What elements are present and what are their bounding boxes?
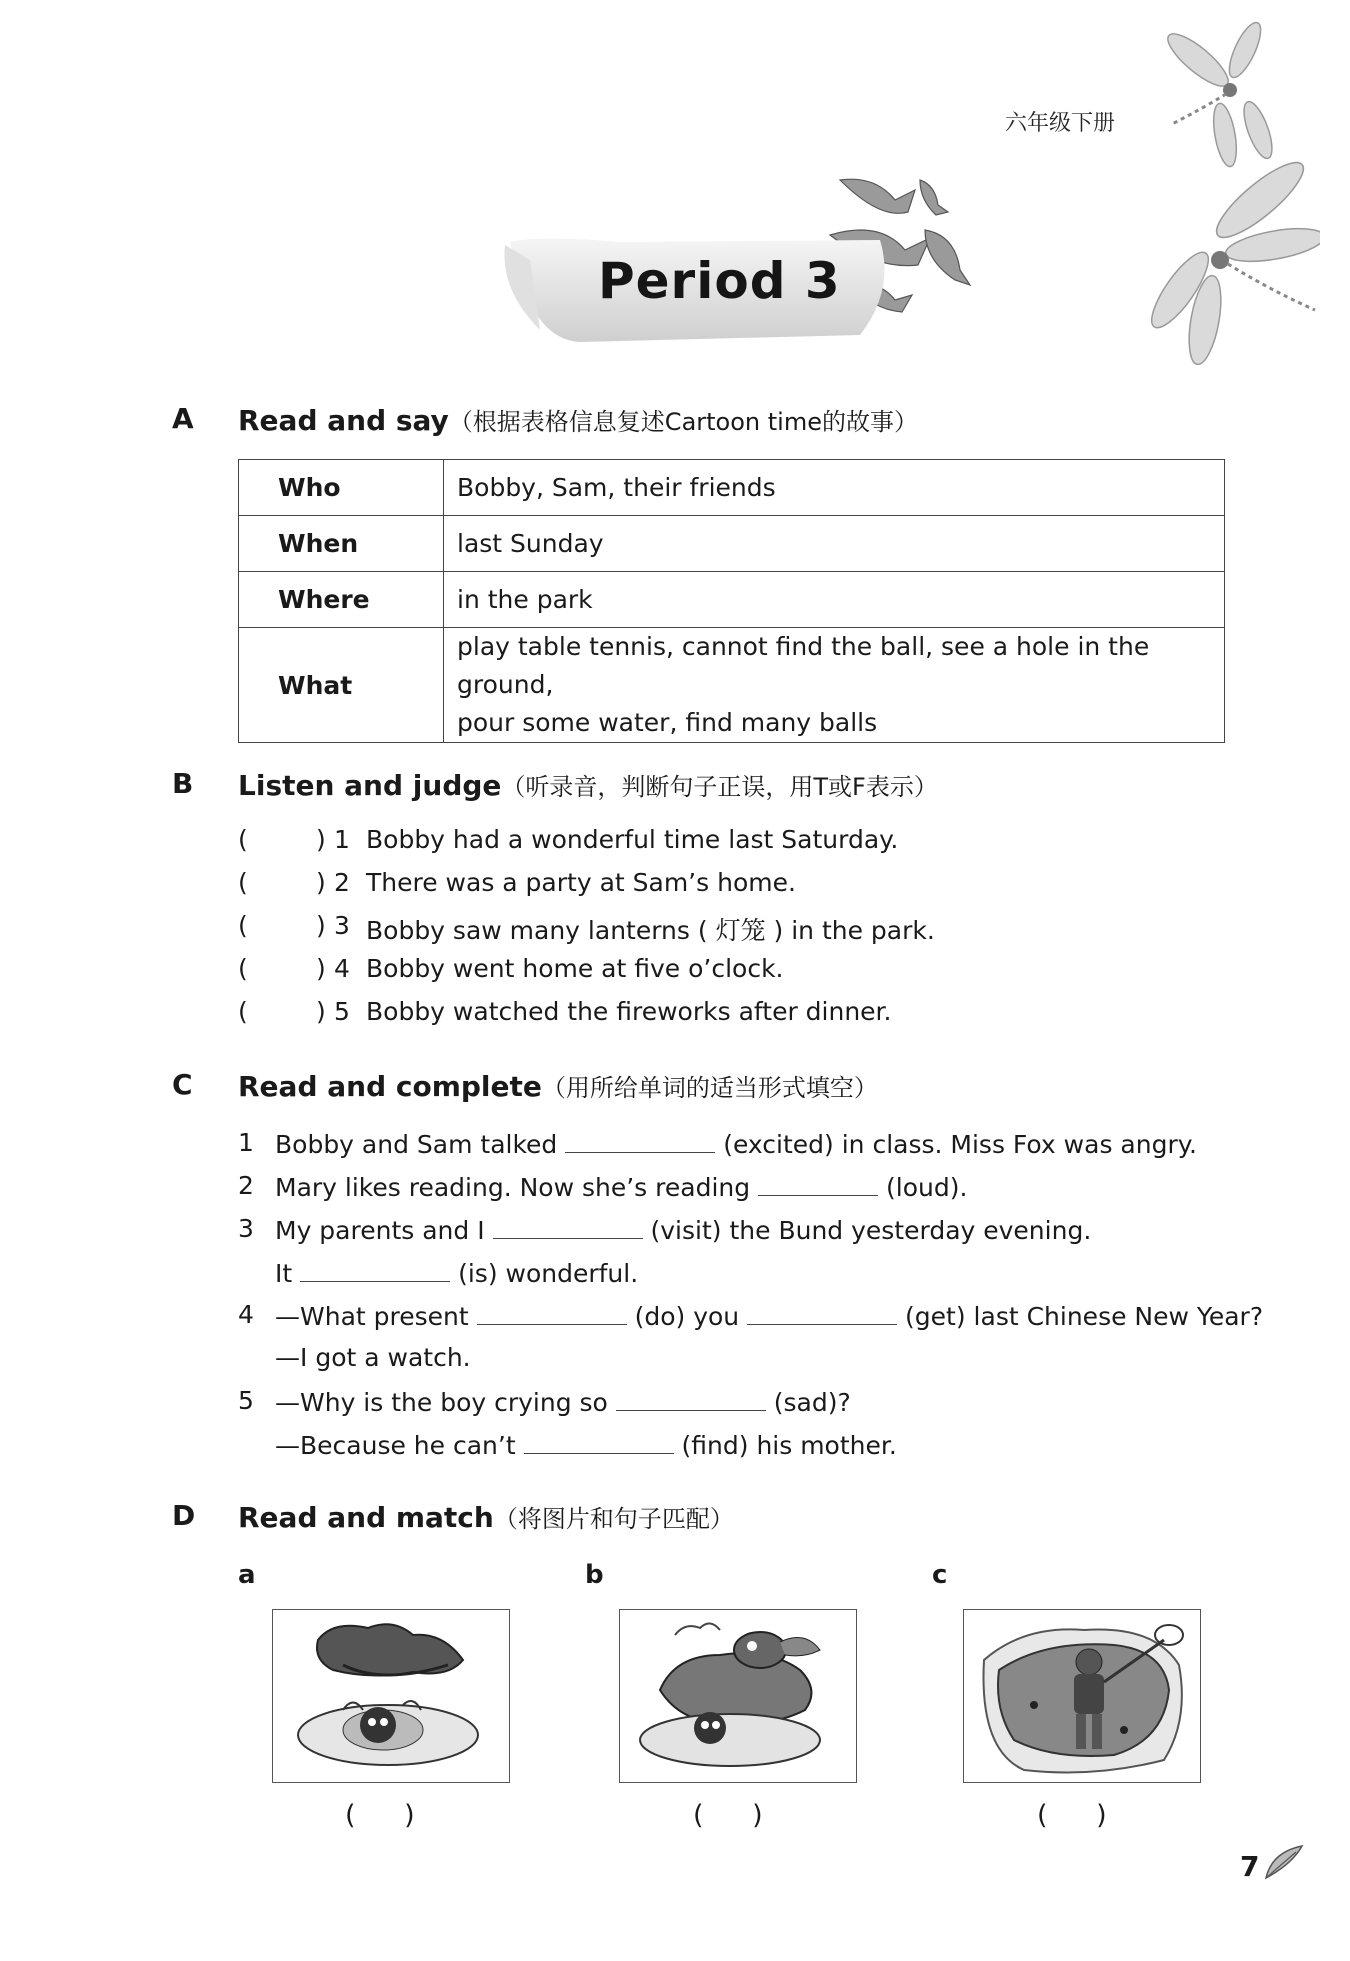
section-a-heading: Read and say <box>238 404 449 437</box>
dragonfly-icon <box>1150 20 1300 170</box>
fill-text-before: Mary likes reading. Now she’s reading <box>275 1173 751 1202</box>
item-text: Bobby went home at five o’clock. <box>366 954 784 983</box>
picture-label-c: c <box>932 1560 948 1590</box>
picture-a <box>272 1609 510 1783</box>
fill-text: —I got a watch. <box>275 1343 471 1372</box>
boy-with-net-illustration <box>964 1610 1200 1782</box>
fill-text-before: —What present <box>275 1302 469 1331</box>
table-key: Who <box>239 460 444 516</box>
fill-text <box>275 1257 638 1288</box>
table-value-line: pour some water, find many balls <box>457 708 878 737</box>
answer-paren-right[interactable]: ) <box>316 997 326 1026</box>
section-c-heading: Read and complete <box>238 1070 542 1103</box>
section-d-heading: Read and match <box>238 1501 494 1534</box>
section-c-title <box>238 1068 878 1103</box>
page-number: 7 <box>1240 1850 1260 1883</box>
item-text: Bobby saw many lanterns ( 灯笼 ) in the park. <box>366 916 935 945</box>
answer-blank[interactable] <box>477 1300 627 1325</box>
section-a-hint: （根据表格信息复述Cartoon time的故事） <box>448 408 918 436</box>
answer-blank[interactable] <box>493 1214 643 1239</box>
answer-paren-left: ( <box>238 825 248 854</box>
table-row <box>239 460 1225 516</box>
section-b-letter: B <box>172 767 194 800</box>
section-d-title <box>238 1499 734 1534</box>
section-b-title <box>238 767 938 802</box>
fill-text-before: —Why is the boy crying so <box>275 1388 608 1417</box>
answer-paren-left: ( <box>238 954 248 983</box>
dragonfly-icon <box>1140 160 1320 370</box>
leaf-icon <box>1262 1842 1306 1882</box>
fill-text <box>275 1300 1263 1331</box>
grade-label: 六年级下册 <box>1005 111 1116 136</box>
table-row <box>239 572 1225 628</box>
item-number: 4 <box>238 1300 254 1329</box>
item-number: 5 <box>238 1386 254 1415</box>
answer-paren-left: ( <box>238 868 248 897</box>
fill-text-before: —Because he can’t <box>275 1431 516 1460</box>
table-value <box>444 628 1225 743</box>
item-number: 4 <box>334 954 350 983</box>
fill-text-after: (find) his mother. <box>681 1431 897 1460</box>
fill-text-before: Bobby and Sam talked <box>275 1130 558 1159</box>
answer-paren-left: ( <box>238 997 248 1026</box>
table-row <box>239 628 1225 743</box>
answer-paren-right[interactable]: ) <box>316 911 326 940</box>
fill-text-after: (visit) the Bund yesterday evening. <box>650 1216 1092 1245</box>
fill-text <box>275 1386 851 1417</box>
fill-text-after: (get) last Chinese New Year? <box>905 1302 1264 1331</box>
fill-text <box>275 1171 967 1202</box>
item-text: Bobby had a wonderful time last Saturday. <box>366 825 899 854</box>
table-row <box>239 516 1225 572</box>
answer-blank[interactable] <box>747 1300 897 1325</box>
item-text: Bobby watched the fireworks after dinner. <box>366 997 892 1026</box>
fill-text-after: (is) wonderful. <box>458 1259 639 1288</box>
item-number: 1 <box>334 825 350 854</box>
item-number: 3 <box>334 911 350 940</box>
answer-paren-right[interactable]: ) <box>316 868 326 897</box>
table-key: What <box>239 628 444 743</box>
item-number: 2 <box>334 868 350 897</box>
answer-paren-left: ( <box>238 911 248 940</box>
answer-blank[interactable] <box>758 1171 878 1196</box>
table-value: Bobby, Sam, their friends <box>444 460 1225 516</box>
section-b-hint: （听录音，判断句子正误，用T或F表示） <box>501 773 938 801</box>
answer-blank[interactable] <box>616 1386 766 1411</box>
table-value-line: play table tennis, cannot find the ball, see a hole in the ground, <box>457 632 1150 699</box>
answer-paren-a[interactable]: ( ) <box>345 1800 415 1831</box>
picture-b <box>619 1609 857 1783</box>
fill-text-before: My parents and I <box>275 1216 485 1245</box>
section-d-letter: D <box>172 1499 196 1532</box>
answer-blank[interactable] <box>524 1429 674 1454</box>
answer-blank[interactable] <box>565 1128 715 1153</box>
bird-and-ball-illustration <box>620 1610 856 1782</box>
ball-in-hole-illustration <box>273 1610 509 1782</box>
story-info-table <box>238 459 1225 743</box>
section-c-hint: （用所给单词的适当形式填空） <box>541 1074 878 1102</box>
item-number: 3 <box>238 1214 254 1243</box>
fill-text <box>275 1429 897 1460</box>
fill-text-after: (sad)? <box>773 1388 851 1417</box>
fill-text-middle: (do) you <box>634 1302 740 1331</box>
picture-label-a: a <box>238 1560 256 1590</box>
section-c-letter: C <box>172 1068 193 1101</box>
table-key: When <box>239 516 444 572</box>
section-a-letter: A <box>172 402 194 435</box>
picture-label-b: b <box>585 1560 604 1590</box>
section-a-title <box>238 402 918 437</box>
picture-c <box>963 1609 1201 1783</box>
table-key: Where <box>239 572 444 628</box>
fill-text-after: (excited) in class. Miss Fox was angry. <box>723 1130 1197 1159</box>
table-value: last Sunday <box>444 516 1225 572</box>
item-number: 1 <box>238 1128 254 1157</box>
answer-paren-right[interactable]: ) <box>316 825 326 854</box>
answer-blank[interactable] <box>300 1257 450 1282</box>
item-number: 2 <box>238 1171 254 1200</box>
section-b-heading: Listen and judge <box>238 769 502 802</box>
fill-text-before: It <box>275 1259 293 1288</box>
period-title: Period 3 <box>598 252 841 310</box>
fill-text <box>275 1214 1091 1245</box>
section-d-hint: （将图片和句子匹配） <box>493 1505 734 1533</box>
item-number: 5 <box>334 997 350 1026</box>
table-value: in the park <box>444 572 1225 628</box>
answer-paren-right[interactable]: ) <box>316 954 326 983</box>
answer-paren-c[interactable]: ( ) <box>1037 1800 1107 1831</box>
fill-text-after: (loud). <box>886 1173 968 1202</box>
fill-text <box>275 1128 1197 1159</box>
item-text: There was a party at Sam’s home. <box>366 868 796 897</box>
answer-paren-b[interactable]: ( ) <box>693 1800 763 1831</box>
